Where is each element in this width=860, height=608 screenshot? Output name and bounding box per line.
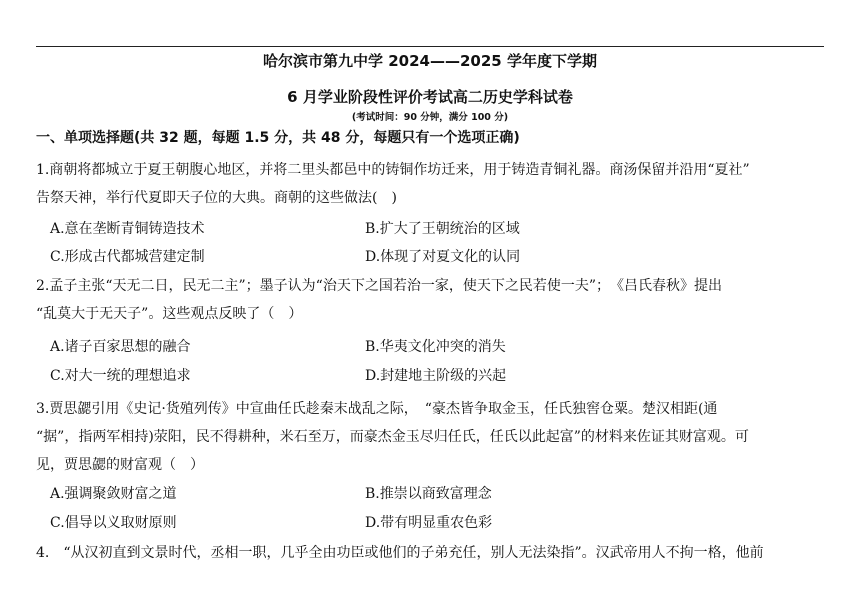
question-line: 见，贾思勰的财富观（ ）	[36, 457, 204, 473]
question-1	[36, 156, 826, 212]
header-rule	[36, 46, 824, 47]
option-d: D.封建地主阶级的兴起	[365, 368, 507, 384]
question-line: “乱莫大于无天子”。这些观点反映了（ ）	[36, 306, 303, 322]
question-line: 4. “从汉初直到文景时代，丞相一职，几乎全由功臣或他们的子弟充任，别人无法染指”。汉武帝用人不拘一格，他前	[36, 545, 764, 561]
option-b: B.扩大了王朝统治的区域	[365, 221, 520, 237]
question-line: 2.孟子主张“天无二日，民无二主”；墨子认为“治天下之国若治一家，使天下之民若使一夫”； 《吕氏春秋》提出	[36, 278, 722, 294]
question-line: 3.贾思勰引用《史记·货殖列传》中宣曲任氏趁秦末战乱之际， “豪杰皆争取金玉，任氏独窖仓粟。楚汉相距(通	[36, 401, 718, 417]
option-b: B.推崇以商致富理念	[365, 486, 492, 502]
option-c: C.形成古代都城营建定制	[50, 249, 205, 265]
question-line: 1.商朝将都城立于夏王朝腹心地区，并将二里头都邑中的铸铜作坊迁来，用于铸造青铜礼器。商汤保留并沿用“夏社”	[36, 162, 750, 178]
exam-subtitle: (考试时间：90 分钟，满分 100 分)	[351, 112, 509, 123]
option-c: C.对大一统的理想追求	[50, 368, 191, 384]
option-a: A.意在垄断青铜铸造技术	[50, 221, 205, 237]
exam-title-line2: 6 月学业阶段性评价考试高二历史学科试卷	[287, 88, 573, 106]
exam-title-line1: 哈尔滨市第九中学 2024——2025 学年度下学期	[263, 52, 597, 70]
section-heading: 一、单项选择题(共 32 题，每题 1.5 分，共 48 分，每题只有一个选项正确)	[36, 130, 520, 146]
option-a: A.强调聚敛财富之道	[50, 486, 177, 502]
question-line: “据”，指两军相持)荥阳，民不得耕种，米石至万，而豪杰金玉尽归任氏，任氏以此起富”的材料来佐证其财富观。可	[36, 429, 749, 445]
option-b: B.华夷文化冲突的消失	[365, 339, 506, 355]
question-2	[36, 272, 826, 328]
option-a: A.诸子百家思想的融合	[50, 339, 191, 355]
option-c: C.倡导以义取财原则	[50, 515, 177, 531]
question-4	[36, 539, 826, 567]
option-d: D.带有明显重农色彩	[365, 515, 493, 531]
option-d: D.体现了对夏文化的认同	[365, 249, 521, 265]
question-line: 告祭天神，举行代夏即天子位的大典。商朝的这些做法( )	[36, 190, 397, 206]
question-3	[36, 395, 826, 479]
